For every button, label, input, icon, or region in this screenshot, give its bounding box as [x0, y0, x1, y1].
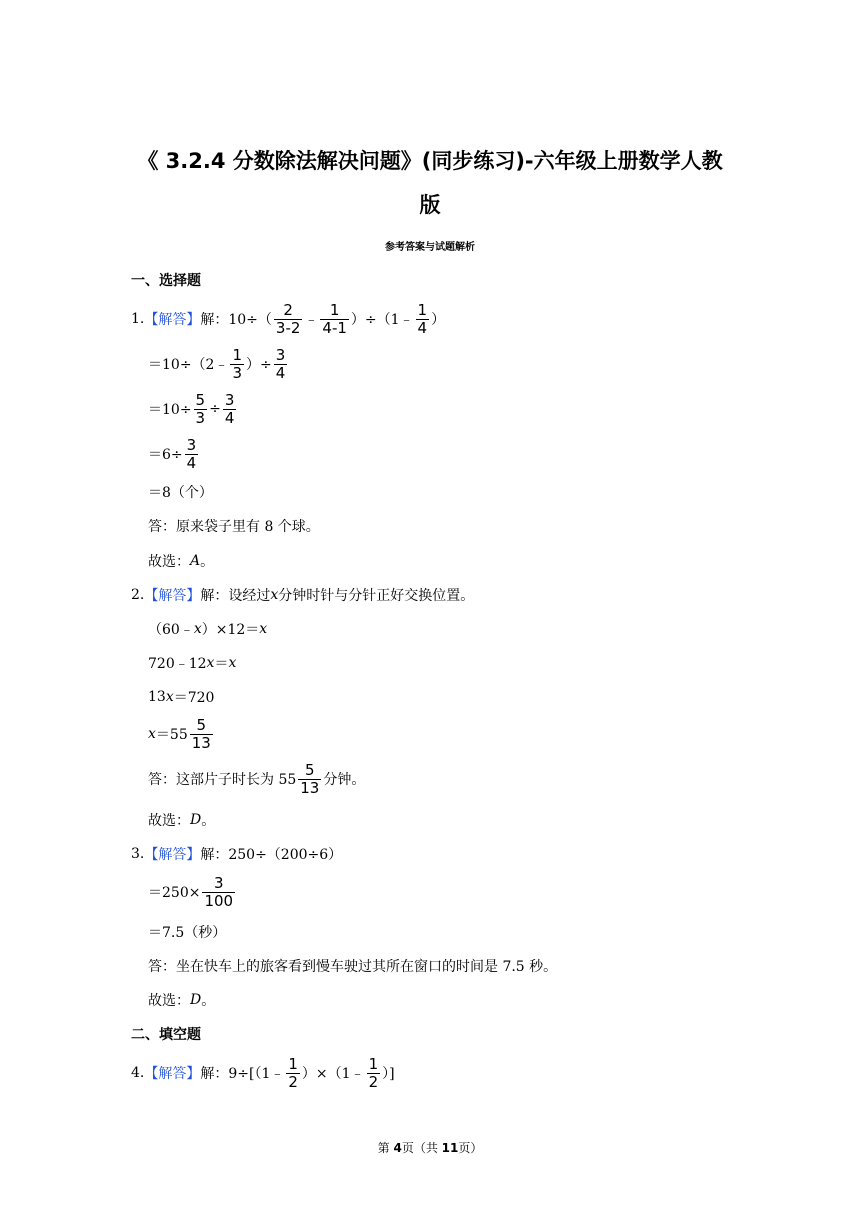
q1-text: ＝6÷: [148, 447, 183, 463]
q1-line-5: ＝8（个）: [148, 485, 213, 501]
fraction: $\frac{5}{3}$: [195, 390, 206, 427]
q2-line-2: （60﹣ x ）×12＝ x: [148, 621, 268, 638]
q3-answer-tag: 【解答】: [144, 847, 201, 863]
fraction: $\frac{5}{13}$: [191, 715, 211, 752]
q1-answer-tag: 【解答】: [144, 312, 201, 328]
q1-text: ÷: [209, 401, 221, 417]
page-footer: 第 4页（共 11页）: [377, 1141, 483, 1155]
q2-choice: 故选： D 。: [148, 812, 216, 829]
q2-line-3: 720﹣12 x ＝ x: [148, 655, 237, 672]
fraction: $\frac{3}{100}$: [204, 873, 234, 910]
fraction: $\frac{3}{4}$: [224, 390, 235, 427]
fraction: $\frac{5}{13}$: [300, 760, 320, 797]
q1-text: ﹣: [304, 312, 319, 328]
q2-answer: 答：这部片子时长为 55 $\frac{5}{13}$ 分钟。: [148, 760, 366, 797]
q3-line-2: ＝250× $\frac{3}{100}$: [148, 873, 234, 910]
q2-line-1: 2. 【解答】 解：设经过 x 分钟时针与分针正好交换位置。: [131, 587, 475, 604]
q1-text: ）÷: [246, 357, 272, 373]
q3-line-3: ＝7.5（秒）: [148, 925, 227, 941]
subtitle: 参考答案与试题解析: [385, 242, 475, 253]
fraction: $\frac{2}{3-2}$: [275, 300, 301, 337]
fraction: $\frac{1}{4}$: [417, 300, 428, 337]
q2-answer-tag: 【解答】: [144, 588, 201, 604]
fraction: $\frac{3}{4}$: [186, 435, 197, 472]
current-page: 4: [393, 1141, 402, 1155]
q1-text: ＝10÷: [148, 402, 192, 418]
q1-line-3: [148, 391, 238, 427]
q3-answer: 答：坐在快车上的旅客看到慢车驶过其所在窗口的时间是 7.5 秒。: [148, 959, 558, 975]
q1-number: 1.: [131, 311, 145, 327]
q4-answer-tag: 【解答】: [144, 1066, 201, 1082]
title-line-2: 版: [419, 193, 441, 217]
q3-line-1: 3. 【解答】 解：250÷（200÷6）: [131, 846, 343, 863]
title-line-1: 《 3.2.4 分数除法解决问题》(同步练习)-六年级上册数学人教: [137, 149, 723, 173]
fraction: $\frac{3}{4}$: [275, 345, 286, 382]
q1-text: ）÷（1﹣: [350, 312, 414, 328]
q1-text: ＝10÷（2﹣: [148, 357, 229, 373]
q1-line-2: [148, 346, 289, 382]
fraction: $\frac{1}{2}$: [368, 1054, 379, 1091]
q4-number: 4.: [131, 1065, 145, 1081]
q1-choice: 故选： A 。: [148, 553, 215, 570]
q1-text: ）: [431, 312, 446, 328]
section-heading-fill: 二、填空题: [131, 1027, 201, 1043]
fraction: $\frac{1}{4-1}$: [322, 300, 347, 337]
q2-line-4: 13 x ＝720: [148, 689, 215, 706]
q3-choice: 故选： D 。: [148, 992, 216, 1009]
fraction: $\frac{1}{3}$: [232, 345, 242, 382]
q1-line-1: [131, 301, 445, 337]
total-pages: 11: [441, 1141, 459, 1155]
q2-number: 2.: [131, 587, 145, 603]
q2-line-5: x ＝55 $\frac{5}{13}$: [148, 715, 211, 752]
q1-text: 解：10÷（: [200, 312, 272, 328]
q1-answer: 答：原来袋子里有 8 个球。: [148, 519, 320, 535]
q1-line-4: [148, 436, 200, 472]
section-heading-choice: 一、选择题: [131, 273, 201, 289]
q3-number: 3.: [131, 846, 145, 862]
fraction: $\frac{1}{2}$: [288, 1054, 298, 1091]
q4-line-1: 4. 【解答】 解：9÷[（1﹣ $\frac{1}{2}$ ）×（1﹣ $\frac{1}{2}$ ）]: [131, 1054, 395, 1091]
